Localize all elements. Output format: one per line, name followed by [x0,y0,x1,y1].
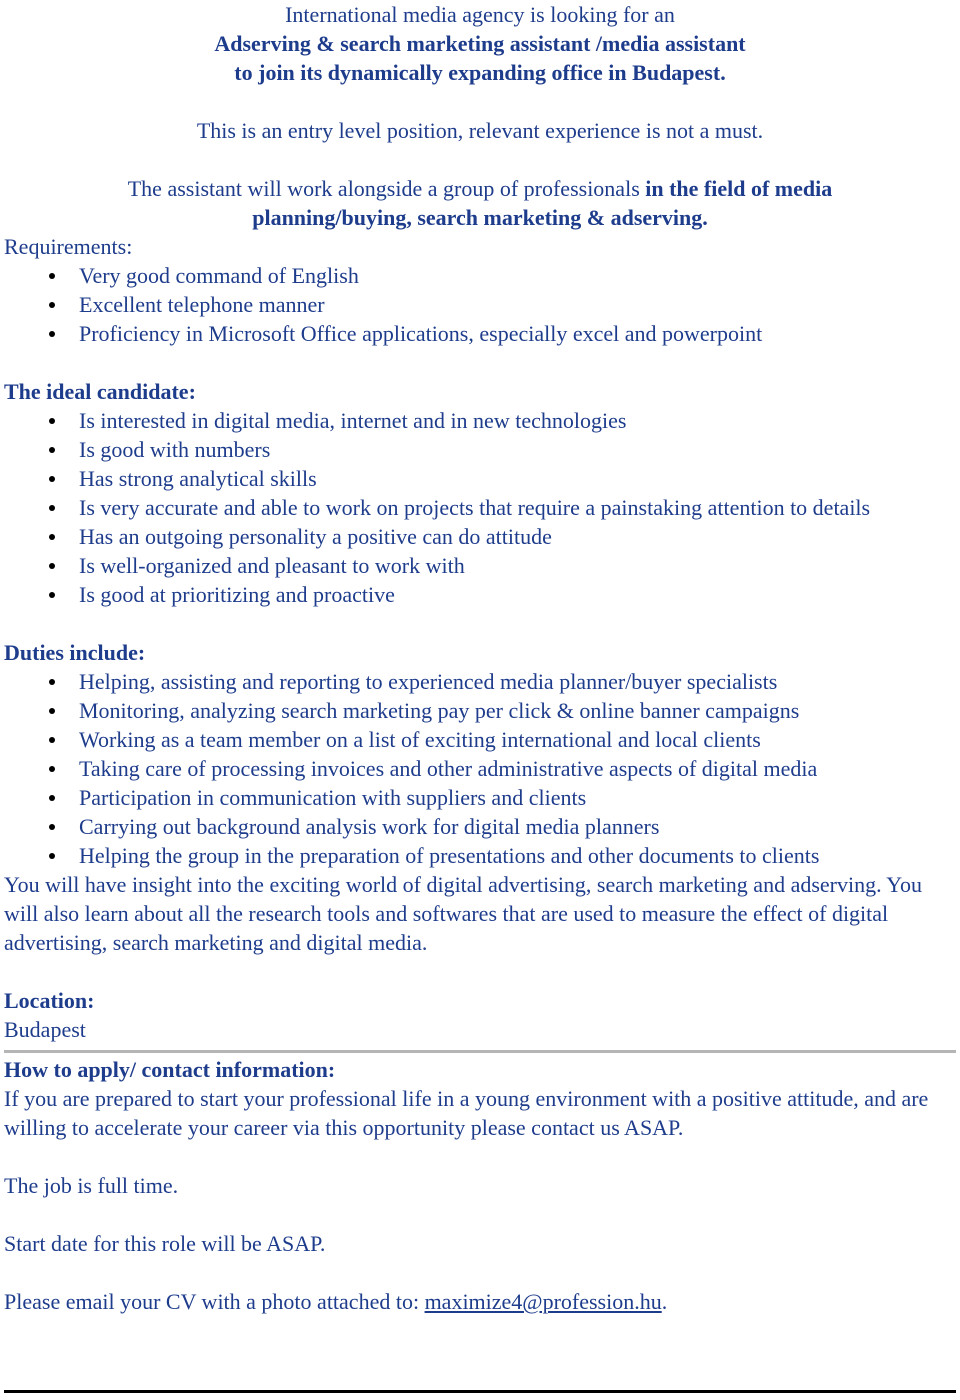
bullet-icon [49,447,55,453]
header-intro-line: International media agency is looking for an [285,2,675,27]
work-description-text: The assistant will work alongside a group of professionals [127,176,646,201]
candidate-list [4,406,956,609]
email-suffix: . [661,1289,668,1314]
work-description [4,174,956,232]
bullet-icon [49,766,55,772]
list-item: Proficiency in Microsoft Office applications, especially excel and powerpoint [4,319,956,348]
list-item: Very good command of English [4,261,956,290]
apply-heading: How to apply/ contact information: [4,1057,336,1082]
bullet-icon [49,418,55,424]
bullet-icon [49,563,55,569]
candidate-heading: The ideal candidate: [4,379,196,404]
section-divider [4,1050,956,1053]
email-link[interactable]: maximize4@profession.hu [424,1289,662,1314]
full-time-note: The job is full time. [4,1173,179,1198]
posting-header [4,0,956,87]
requirements-heading: Requirements: [4,234,133,259]
list-item: Taking care of processing invoices and other administrative aspects of digital media [4,754,956,783]
bullet-icon [49,824,55,830]
list-item: Is very accurate and able to work on projects that require a painstaking attention to details [4,493,956,522]
bullet-icon [49,708,55,714]
bullet-icon [49,853,55,859]
list-item: Is interested in digital media, internet and in new technologies [4,406,956,435]
list-item: Has an outgoing personality a positive can do attitude [4,522,956,551]
bullet-icon [49,592,55,598]
list-item: Has strong analytical skills [4,464,956,493]
location-value: Budapest [4,1017,86,1042]
bullet-icon [49,679,55,685]
bullet-icon [49,273,55,279]
start-date-note: Start date for this role will be ASAP. [4,1231,326,1256]
list-item: Participation in communication with suppliers and clients [4,783,956,812]
bullet-icon [49,476,55,482]
bullet-icon [49,331,55,337]
header-location-line: to join its dynamically expanding office in Budapest. [234,60,726,85]
bullet-icon [49,505,55,511]
list-item: Is well-organized and pleasant to work with [4,551,956,580]
work-field-text-2: planning/buying, search marketing & adserving. [252,205,708,230]
list-item: Monitoring, analyzing search marketing pay per click & online banner campaigns [4,696,956,725]
bottom-divider [4,1390,956,1393]
work-field-text-1: in the field of media [645,176,833,201]
email-prefix: Please email your CV with a photo attached to: [4,1289,425,1314]
email-instruction [4,1287,956,1316]
list-item: Helping, assisting and reporting to experienced media planner/buyer specialists [4,667,956,696]
insight-paragraph: You will have insight into the exciting world of digital advertising, search marketing and adserving. You will also learn about all the research tools and softwares that are used to measure the effect of digital advertising, search marketing and digital media. [4,872,922,955]
bullet-icon [49,737,55,743]
duties-list [4,667,956,870]
apply-paragraph: If you are prepared to start your professional life in a young environment with a positive attitude, and are willing to accelerate your career via this opportunity please contact us ASAP. [4,1086,929,1140]
entry-level-note: This is an entry level position, relevant experience is not a must. [196,118,764,143]
bullet-icon [49,534,55,540]
bullet-icon [49,795,55,801]
bullet-icon [49,302,55,308]
list-item: Excellent telephone manner [4,290,956,319]
list-item: Working as a team member on a list of exciting international and local clients [4,725,956,754]
requirements-list [4,261,956,348]
list-item: Helping the group in the preparation of presentations and other documents to clients [4,841,956,870]
location-heading: Location: [4,988,95,1013]
list-item: Carrying out background analysis work for digital media planners [4,812,956,841]
list-item: Is good with numbers [4,435,956,464]
duties-heading: Duties include: [4,640,146,665]
job-title: Adserving & search marketing assistant /media assistant [214,31,746,56]
list-item: Is good at prioritizing and proactive [4,580,956,609]
